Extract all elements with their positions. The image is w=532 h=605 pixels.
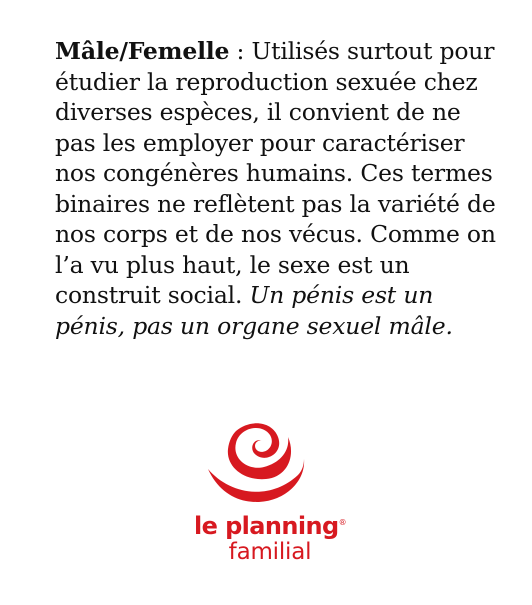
logo-line-1: le planning (194, 512, 339, 540)
definition-body: Utilisés surtout pour étudier la reproduction sexuée chez diverses espèces, il convient de ne pas les employer pour caractériser nos congénères humains. Ces termes binaires ne reflètent pas la variété de nos corps et de nos vécus. Comme on l’a vu plus haut, le sexe est un construit social. (55, 37, 496, 309)
logo-wordmark (190, 510, 350, 565)
logo-trademark: ® (338, 518, 346, 527)
definition-separator: : (229, 37, 252, 65)
definition-term: Mâle/Femelle (55, 37, 230, 65)
planning-familial-logo (190, 415, 350, 575)
definition-emphasis: Un pénis est un pénis, pas un organe sexuel mâle. (55, 281, 453, 340)
definition-paragraph (55, 36, 505, 341)
swirl-logo-icon (200, 415, 320, 510)
logo-line-2: familial (228, 539, 312, 565)
